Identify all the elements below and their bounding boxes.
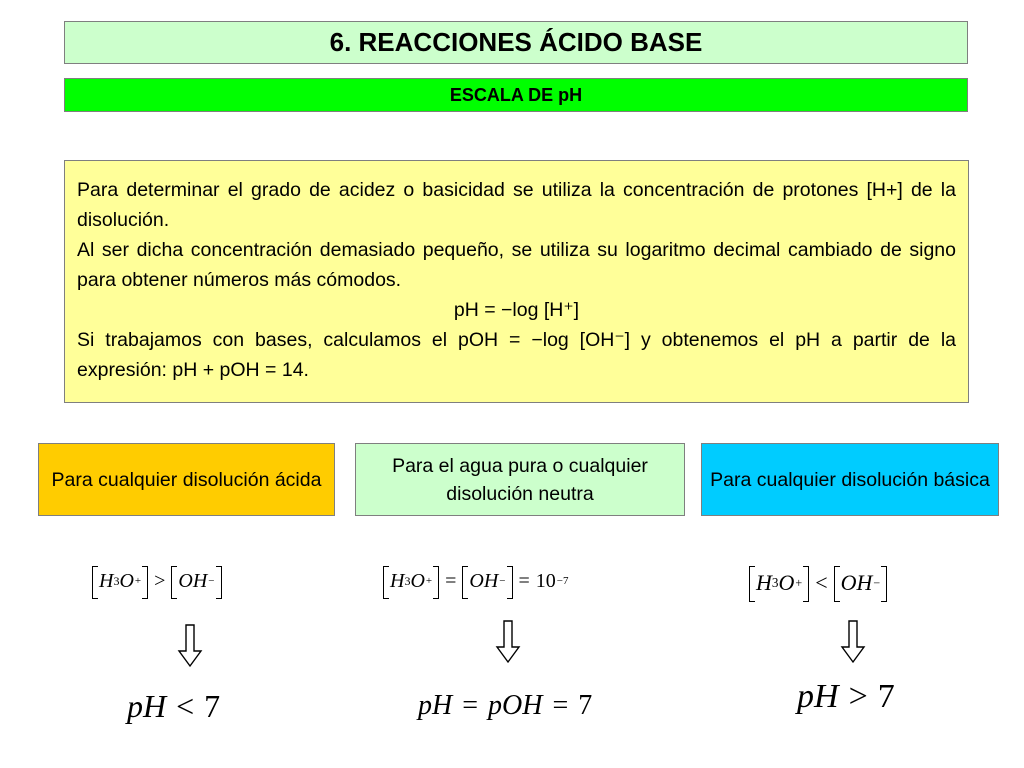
hydroxide-bracket <box>834 570 888 596</box>
hydronium-charge: + <box>134 575 142 587</box>
info-box <box>64 160 969 403</box>
seven-value: 7 <box>204 688 221 724</box>
seven-value: 7 <box>578 690 593 721</box>
greater-than-sign: > <box>154 569 166 592</box>
hydronium-sub: 3 <box>113 573 120 588</box>
less-than-sign: < <box>176 688 195 724</box>
case-acid-label: Para cualquier disolución ácida <box>51 468 322 491</box>
ph-definition: pH = −log [H⁺] <box>453 299 580 321</box>
hydronium-charge: + <box>795 575 803 590</box>
hydroxide-charge: − <box>499 575 506 587</box>
info-paragraph-2: Al ser dicha concentración demasiado pequeño, se utiliza su logaritmo decimal cambiado de signo para obtener números más cómodos. <box>77 239 956 291</box>
hydroxide-charge: − <box>873 575 881 590</box>
hydronium-sub: 3 <box>404 573 411 588</box>
case-neutral-label: Para el agua pura o cualquier disolución neutra <box>392 454 648 505</box>
section-subtitle: ESCALA DE pH <box>64 78 968 112</box>
down-double-arrow-icon <box>177 624 203 668</box>
result-base <box>797 678 895 716</box>
ph-symbol: pH <box>127 688 167 724</box>
hydronium-sub: 3 <box>771 575 779 590</box>
hydronium-bracket <box>92 570 148 593</box>
hydroxide-oh: OH <box>469 569 499 592</box>
hydroxide-bracket <box>462 570 512 593</box>
page-title: 6. REACCIONES ÁCIDO BASE <box>64 21 968 64</box>
equation-neutral <box>383 563 569 599</box>
poh-symbol: pOH <box>488 690 543 721</box>
less-than-sign: < <box>815 570 828 595</box>
case-base-label: Para cualquier disolución básica <box>710 468 990 491</box>
hydroxide-oh: OH <box>840 570 873 595</box>
case-base-box <box>701 443 999 516</box>
hydronium-o: O <box>119 569 134 592</box>
ten-exponent: −7 <box>556 575 569 587</box>
case-acid-box <box>38 443 335 516</box>
hydronium-bracket <box>749 570 809 596</box>
case-neutral-box <box>355 443 685 516</box>
hydronium-h: H <box>756 570 772 595</box>
equals-sign: = <box>445 569 457 592</box>
equation-base <box>749 563 887 603</box>
hydronium-o: O <box>778 570 795 595</box>
equation-acid <box>92 563 222 599</box>
ten-base: 10 <box>535 569 556 592</box>
ph-symbol: pH <box>418 690 453 721</box>
info-paragraph-1: Para determinar el grado de acidez o basicidad se utiliza la concentración de protones [H+] de la disolución. <box>77 179 956 231</box>
ph-symbol: pH <box>797 678 839 715</box>
hydronium-h: H <box>390 569 405 592</box>
hydroxide-bracket <box>171 570 221 593</box>
hydronium-bracket <box>383 570 439 593</box>
equals-sign: = <box>462 690 479 721</box>
hydroxide-oh: OH <box>178 569 208 592</box>
hydroxide-charge: − <box>208 575 215 587</box>
down-double-arrow-icon <box>840 620 866 664</box>
greater-than-sign: > <box>848 678 868 715</box>
info-paragraph-4: Si trabajamos con bases, calculamos el pOH = −log [OH⁻] y obtenemos el pH a partir de la expresión: pH + pOH = 14. <box>77 329 956 381</box>
hydronium-o: O <box>410 569 425 592</box>
result-acid <box>127 688 220 725</box>
equals-sign: = <box>552 690 569 721</box>
result-neutral <box>418 690 592 722</box>
hydronium-h: H <box>99 569 114 592</box>
hydronium-charge: + <box>425 575 433 587</box>
equals-sign: = <box>518 569 530 592</box>
seven-value: 7 <box>877 678 895 715</box>
down-double-arrow-icon <box>495 620 521 664</box>
